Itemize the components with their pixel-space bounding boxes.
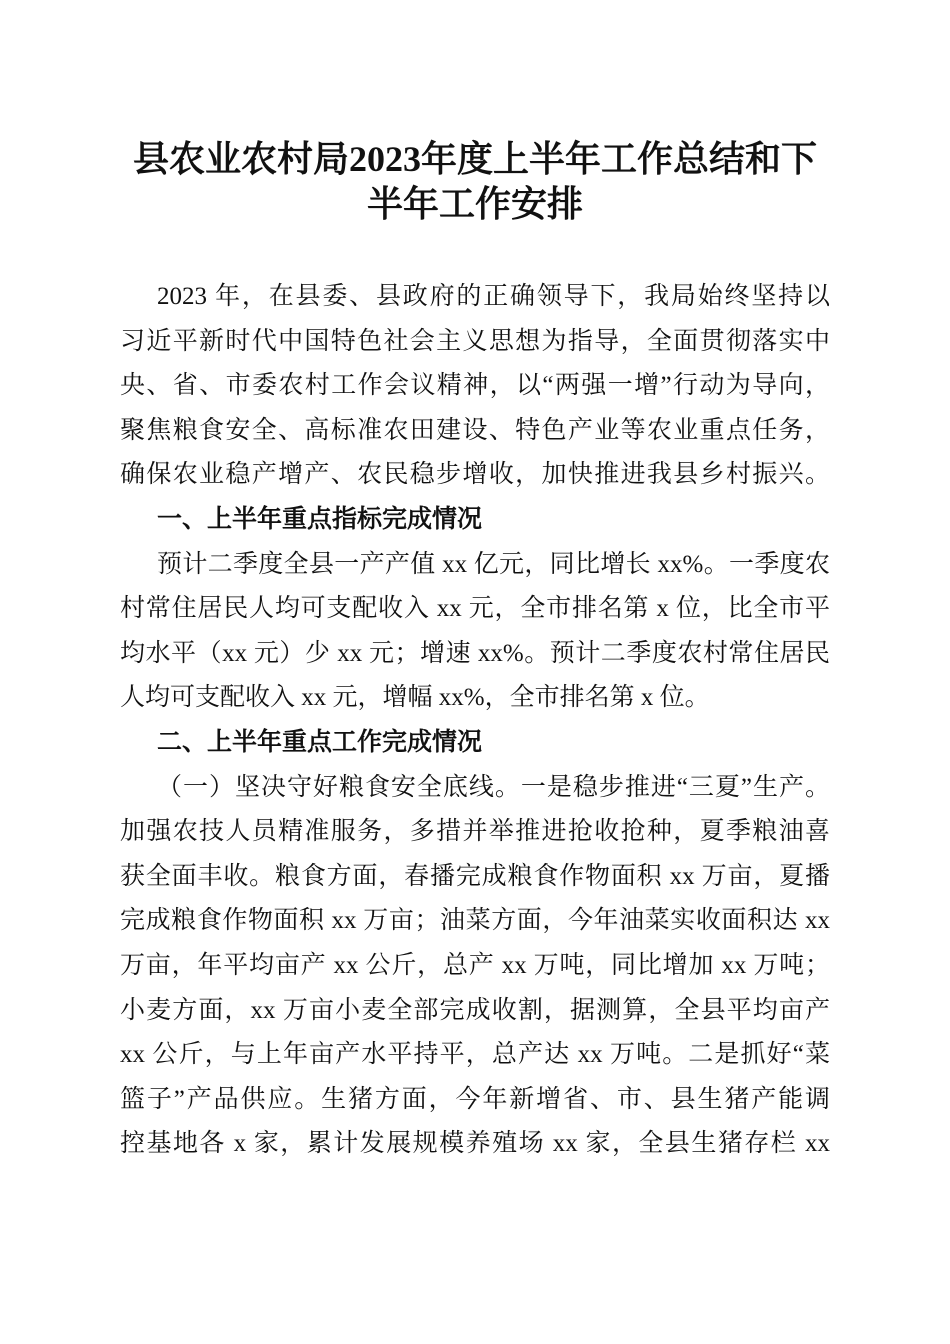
paragraph-line: 央、省、市委农村工作会议精神，以“两强一增”行动为导向，	[120, 372, 830, 400]
paragraph-line: 获全面丰收。粮食方面，春播完成粮食作物面积 xx 万亩，夏播	[120, 862, 830, 890]
paragraph-line: 2023 年，在县委、县政府的正确领导下，我局始终坚持以	[157, 283, 830, 310]
paragraph-line: 加强农技人员精准服务，多措并举推进抢收抢种，夏季粮油喜	[120, 818, 830, 846]
paragraph-line: 预计二季度全县一产产值 xx 亿元，同比增长 xx%。一季度农	[157, 550, 830, 578]
paragraph-line: 小麦方面，xx 万亩小麦全部完成收割，据测算，全县平均亩产	[120, 996, 830, 1024]
section-heading: 二、上半年重点工作完成情况	[157, 728, 483, 756]
paragraph-line: 控基地各 x 家，累计发展规模养殖场 xx 家，全县生猪存栏 xx	[120, 1130, 830, 1158]
paragraph-line: 万亩，年平均亩产 xx 公斤，总产 xx 万吨，同比增加 xx 万吨；	[120, 951, 830, 979]
paragraph-line: 聚焦粮食安全、高标准农田建设、特色产业等农业重点任务，	[120, 416, 830, 444]
title-line: 县农业农村局2023年度上半年工作总结和下	[132, 139, 817, 179]
section-heading: 一、上半年重点指标完成情况	[157, 505, 483, 533]
paragraph-line: xx 公斤，与上年亩产水平持平，总产达 xx 万吨。二是抓好“菜	[120, 1041, 830, 1069]
document-title	[100, 137, 850, 227]
paragraph-line: 人均可支配收入 xx 元，增幅 xx%，全市排名第 x 位。	[120, 684, 710, 712]
paragraph-line: 确保农业稳产增产、农民稳步增收，加快推进我县乡村振兴。	[120, 461, 830, 489]
document-body	[120, 275, 830, 1167]
paragraph-line: （一）坚决守好粮食安全底线。一是稳步推进“三夏”生产。	[157, 773, 830, 801]
paragraph-line: 篮子”产品供应。生猪方面，今年新增省、市、县生猪产能调	[120, 1085, 830, 1113]
paragraph-line: 均水平（xx 元）少 xx 元；增速 xx%。预计二季度农村常住居民	[120, 639, 830, 667]
title-line: 半年工作安排	[366, 184, 583, 224]
intro-paragraph	[120, 275, 830, 498]
paragraph-line: 习近平新时代中国特色社会主义思想为指导，全面贯彻落实中	[120, 327, 830, 355]
section1-paragraph	[120, 543, 830, 721]
paragraph-line: 村常住居民人均可支配收入 xx 元，全市排名第 x 位，比全市平	[120, 595, 830, 623]
section2-paragraph	[120, 766, 830, 1167]
paragraph-line: 完成粮食作物面积 xx 万亩；油菜方面，今年油菜实收面积达 xx	[120, 907, 830, 935]
